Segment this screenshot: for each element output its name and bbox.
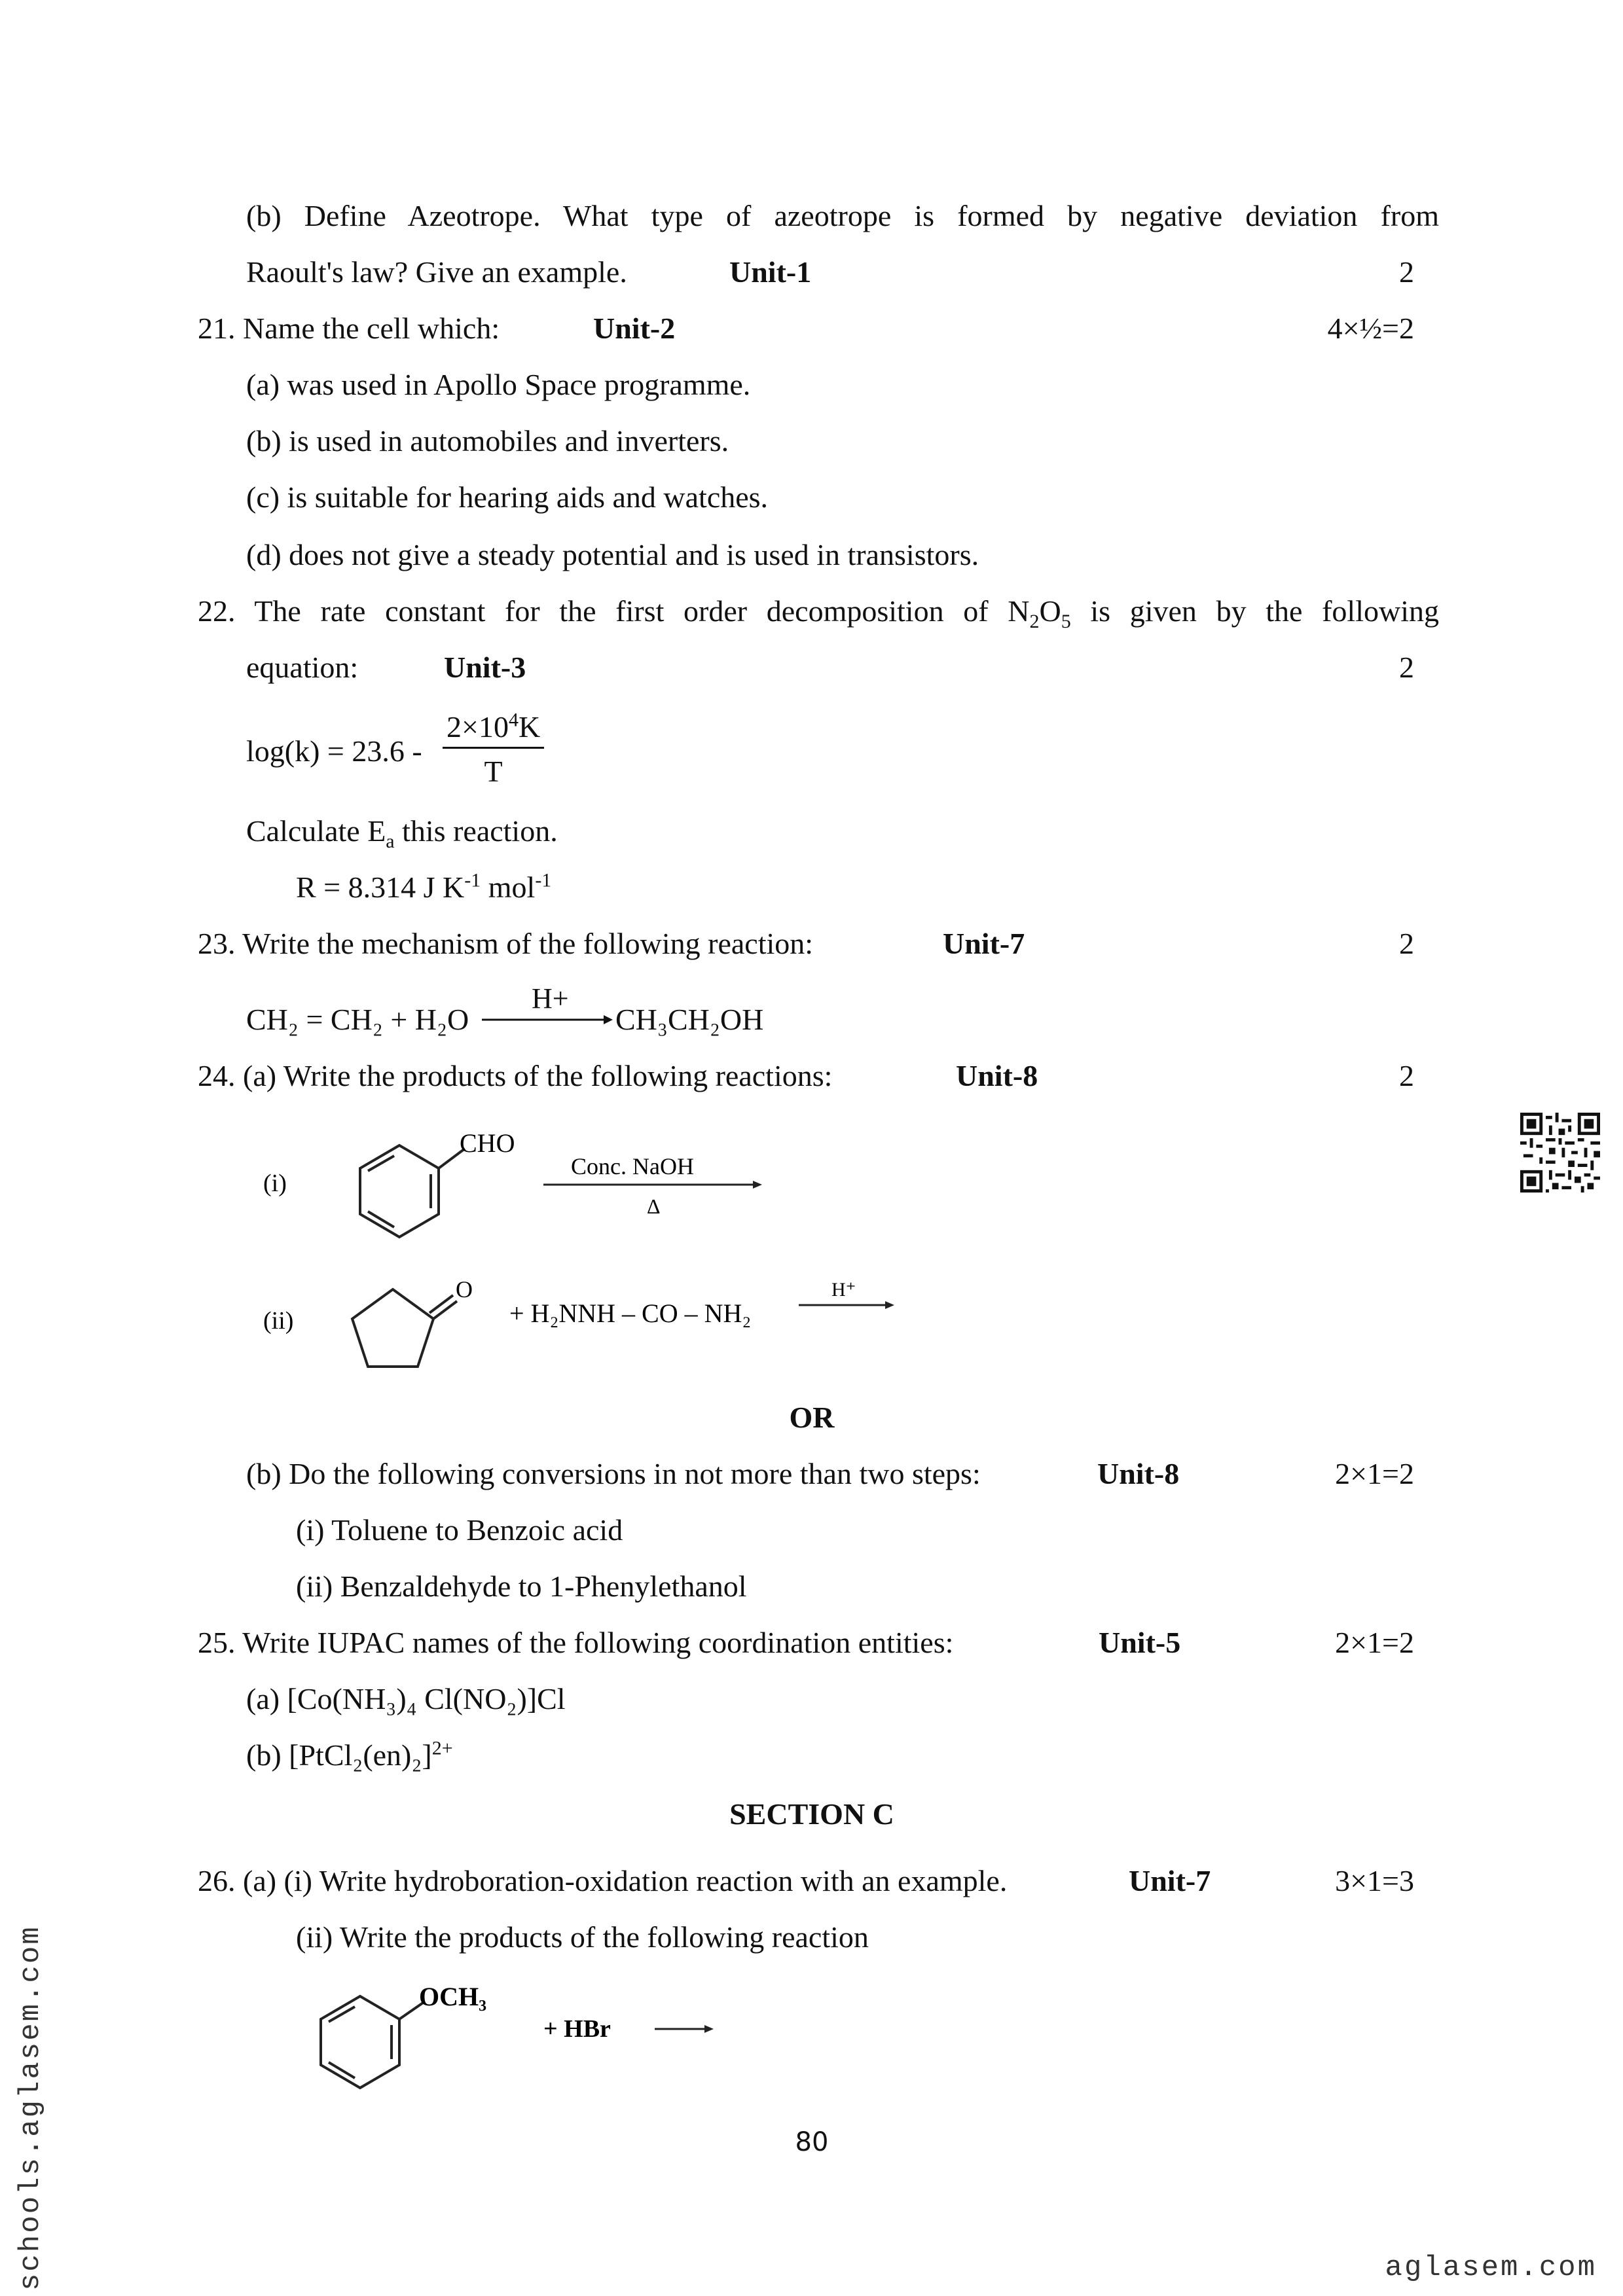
q21-option-d: (d) does not give a steady potential and is used in transistors. — [246, 538, 979, 571]
q25-text: 25. Write IUPAC names of the following coordination entities: — [198, 1626, 954, 1659]
q24b-unit: Unit-8 — [1097, 1457, 1180, 1490]
q24b-item-ii: (ii) Benzaldehyde to 1-Phenylethanol — [296, 1570, 747, 1603]
q24-r1-reagent: Conc. NaOH — [571, 1153, 694, 1179]
q24-unit: Unit-8 — [956, 1059, 1038, 1092]
qr-code — [1520, 1113, 1600, 1193]
q22-numerator: $2\times 10^4K$ — [443, 709, 544, 749]
q23-catalyst: H+ — [532, 982, 569, 1014]
cyclopentane-ring — [352, 1289, 457, 1367]
q22-fraction — [443, 709, 544, 789]
q24-r1-label: (i) — [263, 1170, 287, 1197]
section-c-heading: SECTION C — [729, 1797, 894, 1831]
q24-r2-catalyst: H⁺ — [831, 1279, 856, 1300]
q23-text: 23. Write the mechanism of the following reaction: — [198, 927, 814, 960]
q25-option-a: (a) [Co(NH₃)₄ Cl(NO₂)]Cl — [246, 1682, 566, 1715]
watermark-left: schools.aglasem.com — [14, 1925, 47, 2291]
watermark-right: aglasem.com — [1385, 2251, 1597, 2284]
benzene-ring — [360, 1145, 465, 1237]
q26-anisole-reaction — [288, 1970, 759, 2101]
q26-marks: 3×1=3 — [1335, 1864, 1414, 1897]
page-number: 80 — [795, 2127, 829, 2157]
benzene-ring — [321, 1996, 423, 2088]
q24-r1-group: CHO — [460, 1128, 515, 1158]
q21-option-a: (a) was used in Apollo Space programme. — [246, 368, 751, 401]
q22-equation-lhs: log(k) = 23.6 - — [246, 734, 422, 768]
q24-r1-condition: Δ — [647, 1194, 661, 1218]
q21-unit: Unit-2 — [593, 312, 676, 345]
q23-arrow — [482, 1013, 613, 1026]
q21-text: 21. Name the cell which: — [198, 312, 500, 345]
q24-text: 24. (a) Write the products of the following reactions: — [198, 1059, 833, 1092]
q24b-item-i: (i) Toluene to Benzoic acid — [296, 1513, 623, 1547]
q24-r2-oxygen: O — [456, 1276, 473, 1302]
q23-reaction-lhs: CH₂ = CH₂ + H₂O — [246, 1003, 469, 1036]
q26-unit: Unit-7 — [1129, 1864, 1211, 1897]
q25-option-b: (b) [PtCl₂(en)₂]$^{2+}$ — [246, 1737, 453, 1772]
q20b-line1: (b) Define Azeotrope. What type of azeotrope is formed by negative deviation from — [246, 199, 1439, 232]
q22-calc: Calculate $E_a$ this reaction. — [246, 814, 558, 853]
q22-denominator: T — [484, 755, 503, 788]
q24-marks: 2 — [1399, 1059, 1414, 1092]
q21-marks: 4×½=2 — [1327, 312, 1414, 345]
q23-marks: 2 — [1399, 927, 1414, 960]
q24b-marks: 2×1=2 — [1335, 1457, 1414, 1490]
q23-unit: Unit-7 — [943, 927, 1025, 960]
q26-group: OCH₃ — [419, 1982, 487, 2011]
q22-gas-constant: R = 8.314 J $K^{-1}$ mol$^{-1}$ — [296, 869, 552, 904]
q24b-text: (b) Do the following conversions in not more than two steps: — [246, 1457, 981, 1490]
q26-reagent: + HBr — [543, 2015, 611, 2043]
q23-reaction-rhs: CH₃CH₂OH — [615, 1003, 764, 1036]
q24-r2-reagent: + H₂NNH – CO – NH₂ — [509, 1299, 752, 1328]
q24-or: OR — [789, 1401, 835, 1434]
q22-line1: 22. The rate constant for the first order decomposition of $N_2O_5$ is given by the following — [198, 594, 1439, 633]
q20b-unit: Unit-1 — [729, 255, 812, 289]
q25-marks: 2×1=2 — [1335, 1626, 1414, 1659]
q26-text: 26. (a) (i) Write hydroboration-oxidation reaction with an example. — [198, 1864, 1008, 1897]
q21-option-b: (b) is used in automobiles and inverters. — [246, 424, 729, 457]
q22-line2: equation: — [246, 651, 359, 684]
q20b-line2: Raoult's law? Give an example. — [246, 255, 627, 289]
q24-r2-label: (ii) — [263, 1307, 294, 1335]
q25-unit: Unit-5 — [1099, 1626, 1181, 1659]
q20b-marks: 2 — [1399, 255, 1414, 289]
q21-option-c: (c) is suitable for hearing aids and watches. — [246, 480, 769, 514]
q22-marks: 2 — [1399, 651, 1414, 684]
q26-part-ii: (ii) Write the products of the following reaction — [296, 1920, 869, 1954]
q22-unit: Unit-3 — [444, 651, 526, 684]
q24-reaction-i — [249, 1119, 786, 1250]
q24-reaction-ii — [249, 1257, 903, 1394]
